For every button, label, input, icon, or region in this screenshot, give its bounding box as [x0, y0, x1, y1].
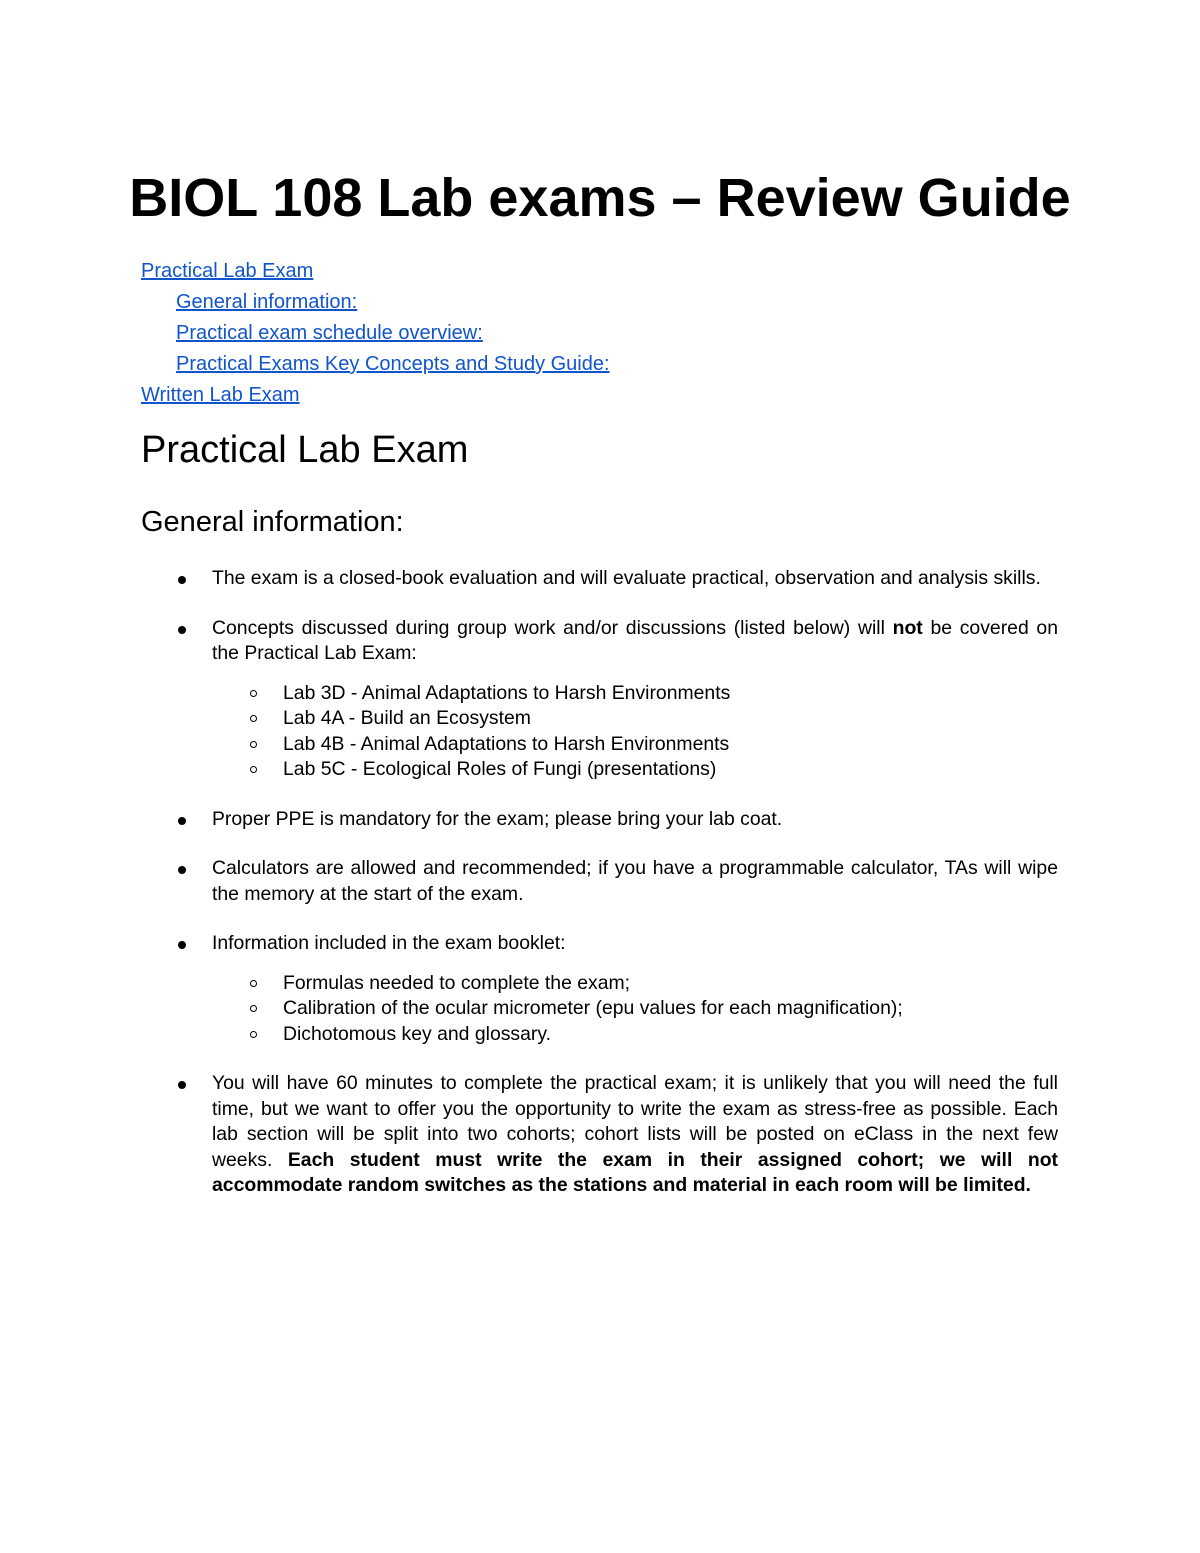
list-item	[247, 1022, 1058, 1048]
sub-item-text: Lab 4A - Build an Ecosystem	[283, 707, 531, 729]
hollow-bullet-icon	[250, 690, 257, 697]
bullet-text-closed-book: The exam is a closed-book evaluation and will evaluate practical, observation and analysis skills.	[212, 567, 1041, 589]
bullet-icon	[178, 817, 186, 825]
table-of-contents	[141, 256, 1041, 411]
excluded-labs-list	[212, 681, 1058, 783]
toc-link-general-information[interactable]: General information:	[176, 291, 358, 313]
bullet-icon	[178, 1081, 186, 1089]
hollow-bullet-icon	[250, 1031, 257, 1038]
hollow-bullet-icon	[250, 980, 257, 987]
bullet-icon	[178, 626, 186, 634]
general-information-list	[176, 566, 1058, 1223]
hollow-bullet-icon	[250, 741, 257, 748]
section-heading-practical-lab-exam: Practical Lab Exam	[141, 429, 469, 471]
document-title: BIOL 108 Lab exams – Review Guide	[129, 168, 1071, 228]
sub-item-text: Formulas needed to complete the exam;	[283, 971, 631, 994]
list-item	[247, 996, 1058, 1022]
bullet-icon	[178, 576, 186, 584]
bullet-text-concepts-after: be covered on the Practical Lab Exam:	[212, 616, 1058, 664]
bullet-text-duration: You will have 60 minutes to complete the practical exam; it is unlikely that you will need the full time, but we want to offer you the opportunity to write the exam as stress-free as possible. Each lab section will be split into two cohorts; cohort lists will be posted on eClass in the next few weeks.	[212, 1072, 1058, 1171]
sub-item-text: Lab 3D - Animal Adaptations to Harsh Environments	[283, 681, 731, 704]
sub-item-text: Lab 5C - Ecological Roles of Fungi (presentations)	[283, 758, 717, 780]
list-item	[247, 971, 1058, 997]
hollow-bullet-icon	[250, 1005, 257, 1012]
sub-item-text: Dichotomous key and glossary.	[283, 1022, 552, 1045]
sub-item-text: Lab 4B - Animal Adaptations to Harsh Environments	[283, 732, 730, 755]
bullet-icon	[178, 866, 186, 874]
list-item	[247, 681, 1058, 707]
list-item	[247, 757, 1058, 783]
hollow-bullet-icon	[250, 766, 257, 773]
list-item	[247, 732, 1058, 758]
section-heading-general-information: General information:	[141, 506, 404, 538]
list-item	[176, 616, 1058, 783]
hollow-bullet-icon	[250, 715, 257, 722]
list-item	[176, 856, 1058, 907]
list-item	[176, 1071, 1058, 1199]
bullet-text-cohort-warning: Each student must write the exam in their assigned cohort; we will not accommodate random switches as the stations and material in each room will be limited.	[212, 1148, 1058, 1196]
bullet-text-calculators: Calculators are allowed and recommended; if you have a programmable calculator, TAs will wipe the memory at the start of the exam.	[212, 857, 1058, 905]
list-item	[247, 706, 1058, 732]
list-item	[176, 807, 1058, 833]
booklet-contents-list	[212, 971, 1058, 1048]
toc-link-key-concepts-study-guide[interactable]: Practical Exams Key Concepts and Study Guide:	[176, 353, 610, 375]
bullet-text-ppe: Proper PPE is mandatory for the exam; please bring your lab coat.	[212, 807, 783, 830]
bullet-icon	[178, 941, 186, 949]
bullet-text-concepts-before: Concepts discussed during group work and/or discussions (listed below) will	[212, 616, 893, 639]
toc-link-practical-lab-exam[interactable]: Practical Lab Exam	[141, 260, 314, 282]
toc-link-practical-exam-schedule[interactable]: Practical exam schedule overview:	[176, 322, 483, 344]
list-item	[176, 931, 1058, 1047]
sub-item-text: Calibration of the ocular micrometer (epu values for each magnification);	[283, 997, 903, 1019]
bullet-text-concepts-bold: not	[892, 616, 923, 639]
list-item	[176, 566, 1058, 592]
bullet-text-booklet: Information included in the exam booklet:	[212, 932, 566, 954]
toc-link-written-lab-exam[interactable]: Written Lab Exam	[141, 384, 300, 406]
